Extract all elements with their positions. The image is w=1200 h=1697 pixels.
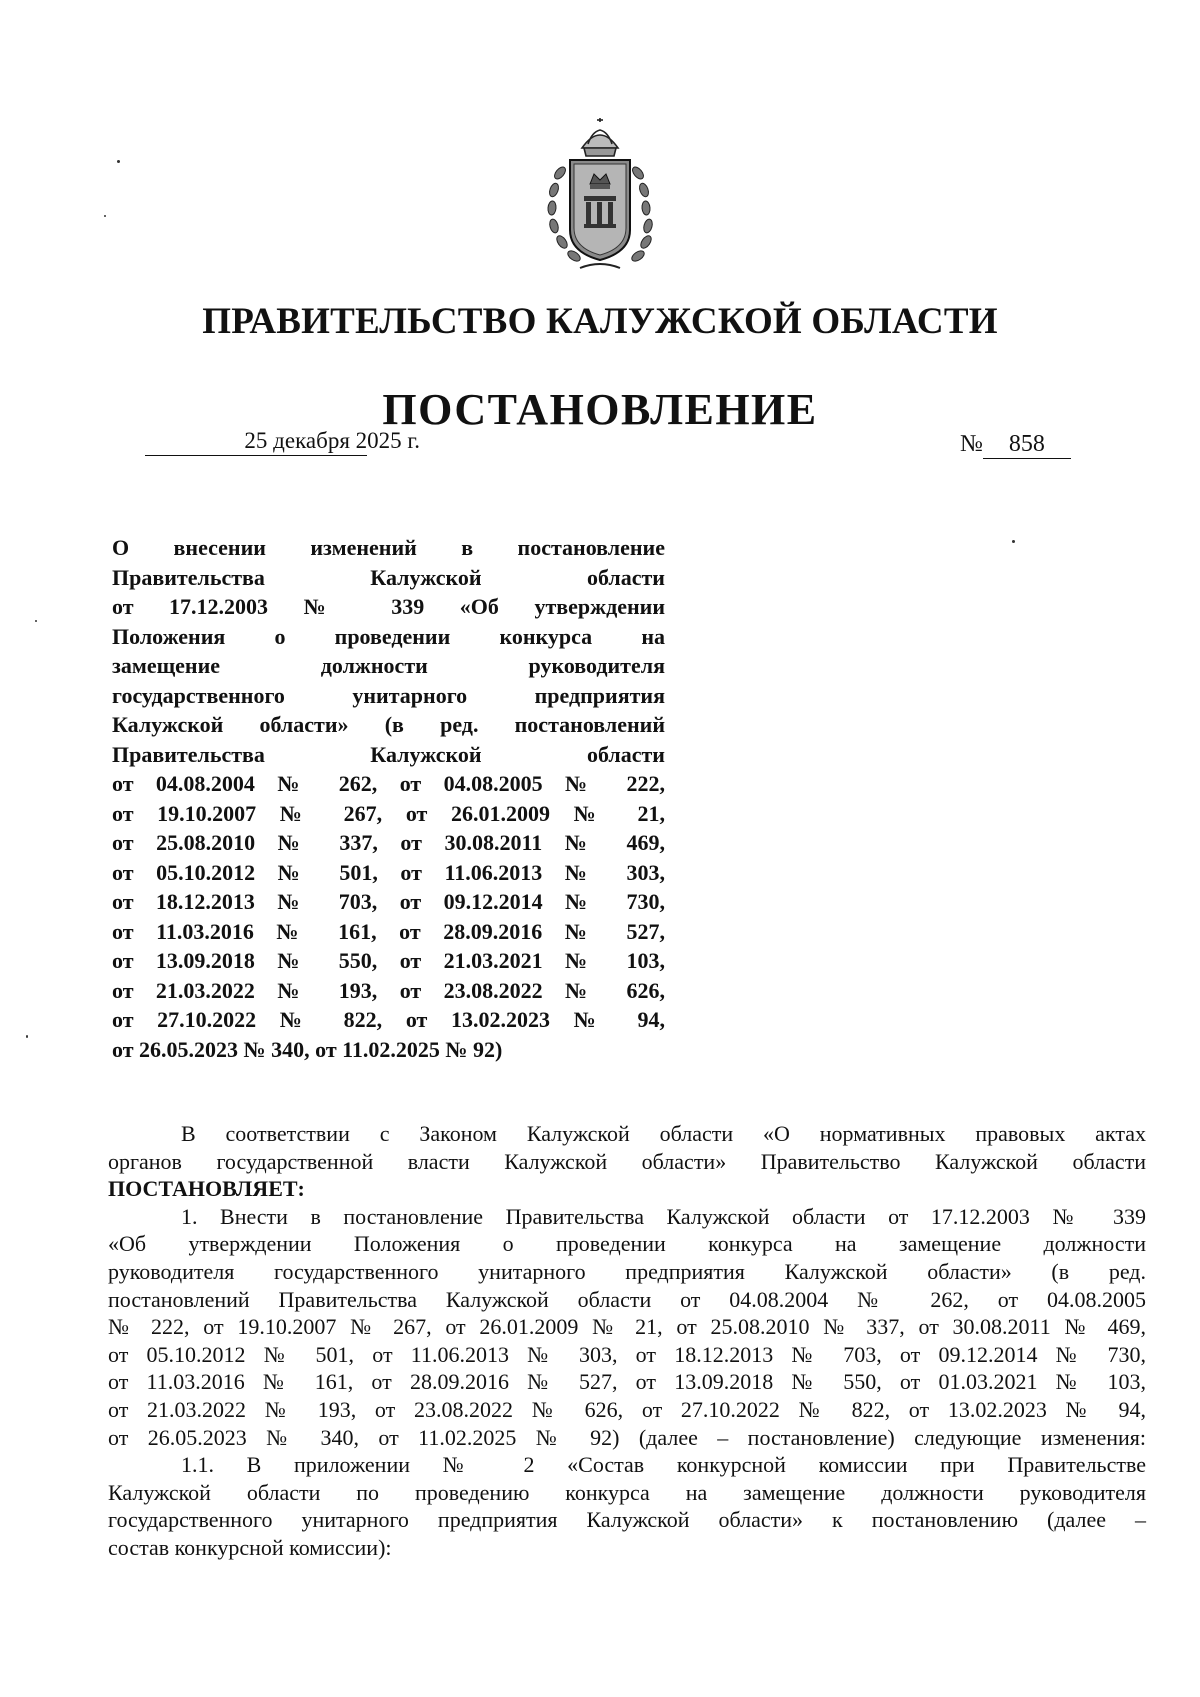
subject-line: от 26.05.2023 № 340, от 11.02.2025 № 92) bbox=[112, 1036, 503, 1062]
scan-speck bbox=[35, 620, 37, 622]
subject-line: государственного унитарного предприятия bbox=[112, 682, 665, 708]
subject-line: от 18.12.2013 № 703, от 09.12.2014 № 730, bbox=[112, 889, 665, 914]
body-line: Калужской области по проведению конкурса на замещение должности руководителя bbox=[108, 1479, 1146, 1505]
body-line: от 26.05.2023 № 340, от 11.02.2025 № 92) (далее – постановление) следующие изменения: bbox=[108, 1424, 1146, 1450]
subject-line: от 27.10.2022 № 822, от 13.02.2023 № 94, bbox=[112, 1007, 665, 1032]
body-line: от 05.10.2012 № 501, от 11.06.2013 № 303, от 18.12.2013 № 703, от 09.12.2014 № 730, bbox=[108, 1341, 1146, 1367]
scan-speck bbox=[26, 1035, 28, 1038]
body-line: органов государственной власти Калужской области» Правительство Калужской области bbox=[108, 1148, 1146, 1174]
body-line: от 11.03.2016 № 161, от 28.09.2016 № 527, от 13.09.2018 № 550, от 01.03.2021 № 103, bbox=[108, 1369, 1146, 1395]
coat-of-arms-emblem bbox=[540, 118, 660, 278]
body-line: В соответствии с Законом Калужской области «О нормативных правовых актах bbox=[181, 1121, 1146, 1146]
subject-line: от 21.03.2022 № 193, от 23.08.2022 № 626, bbox=[112, 977, 665, 1003]
subject-line: от 19.10.2007 № 267, от 26.01.2009 № 21, bbox=[112, 800, 665, 826]
body-line: № 222, от 19.10.2007 № 267, от 26.01.2009 № 21, от 25.08.2010 № 337, от 30.08.2011 № 469, bbox=[108, 1314, 1146, 1340]
subject-line: Правительства Калужской области bbox=[112, 741, 665, 767]
subject-line: от 25.08.2010 № 337, от 30.08.2011 № 469, bbox=[112, 830, 665, 855]
body-line-postanovlyaet: ПОСТАНОВЛЯЕТ: bbox=[108, 1176, 305, 1202]
document-number bbox=[960, 430, 1071, 459]
document-type-title: ПОСТАНОВЛЕНИЕ bbox=[382, 385, 818, 434]
subject-line: Положения о проведении конкурса на bbox=[112, 623, 665, 649]
body-line: руководителя государственного унитарного предприятия Калужской области» (в ред. bbox=[108, 1258, 1146, 1284]
body-line: «Об утверждении Положения о проведении конкурса на замещение должности bbox=[108, 1231, 1146, 1257]
body-line: государственного унитарного предприятия Калужской области» к постановлению (далее – bbox=[108, 1507, 1146, 1533]
subject-line: от 17.12.2003 № 339 «Об утверждении bbox=[112, 594, 665, 619]
document-subject bbox=[112, 533, 665, 1064]
scan-speck bbox=[117, 160, 120, 163]
subject-line: замещение должности руководителя bbox=[112, 653, 665, 678]
subject-line: О внесении изменений в постановление bbox=[112, 535, 665, 560]
body-line: постановлений Правительства Калужской области от 04.08.2004 № 262, от 04.08.2005 bbox=[108, 1286, 1146, 1312]
scan-speck bbox=[104, 215, 106, 217]
subject-line: от 04.08.2004 № 262, от 04.08.2005 № 222, bbox=[112, 771, 665, 796]
subject-line: от 13.09.2018 № 550, от 21.03.2021 № 103, bbox=[112, 948, 665, 973]
scan-speck bbox=[1012, 540, 1015, 543]
document-date bbox=[145, 427, 420, 456]
number-value: 858 bbox=[983, 430, 1071, 459]
organization-title: ПРАВИТЕЛЬСТВО КАЛУЖСКОЙ ОБЛАСТИ bbox=[202, 301, 998, 342]
subject-line: от 11.03.2016 № 161, от 28.09.2016 № 527, bbox=[112, 918, 665, 944]
document-body bbox=[108, 1120, 1146, 1562]
document-date-text: 25 декабря 2025 г. bbox=[244, 428, 420, 453]
body-line: 1.1. В приложении № 2 «Состав конкурсной комиссии при Правительстве bbox=[181, 1452, 1146, 1478]
body-line: состав конкурсной комиссии): bbox=[108, 1534, 392, 1560]
subject-line: Правительства Калужской области bbox=[112, 564, 665, 590]
number-sign: № bbox=[960, 431, 983, 457]
body-line: 1. Внести в постановление Правительства Калужской области от 17.12.2003 № 339 bbox=[181, 1203, 1146, 1229]
subject-line: от 05.10.2012 № 501, от 11.06.2013 № 303, bbox=[112, 859, 665, 885]
body-line: от 21.03.2022 № 193, от 23.08.2022 № 626, от 27.10.2022 № 822, от 13.02.2023 № 94, bbox=[108, 1396, 1146, 1422]
subject-line: Калужской области» (в ред. постановлений bbox=[112, 712, 665, 737]
